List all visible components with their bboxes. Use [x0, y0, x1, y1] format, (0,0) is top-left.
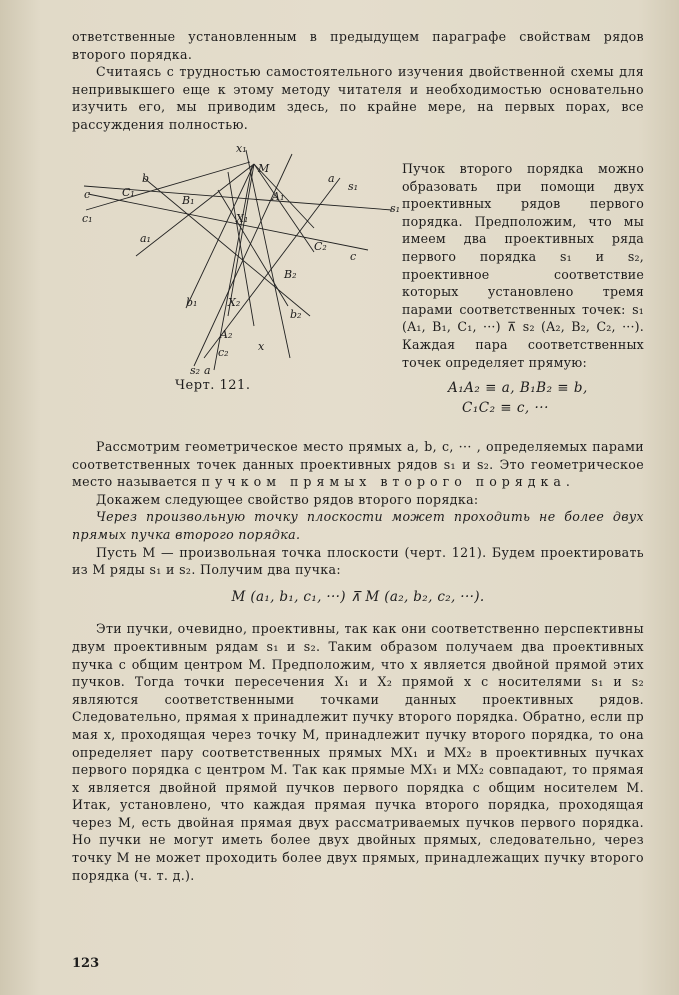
figure-121-diagram	[78, 138, 402, 378]
label-x: x	[258, 340, 265, 353]
label-C1: C₁	[122, 186, 135, 199]
label-c: c	[84, 188, 91, 201]
intro-text	[72, 28, 644, 134]
label-c1: c₁	[82, 212, 93, 225]
definition-term: пучком прямых второго порядка.	[201, 474, 575, 490]
label-s2: s₂	[190, 364, 201, 377]
intro-paragraph-2: Считаясь с трудностью самостоятельного изучения двойственной схемы для непривыкшего еще к этому методу читателя и необходимостью основательно изучить его, мы приводим здесь, по крайне мере, на первых порах, все рассуждения полностью.	[72, 64, 644, 132]
line-extra-1	[186, 164, 254, 308]
label-B2: B₂	[284, 268, 297, 281]
label-s1-upper: s₁	[348, 180, 359, 193]
label-a: a	[328, 172, 335, 185]
definition-paragraph	[72, 438, 644, 491]
figure-caption: Черт. 121.	[175, 378, 251, 393]
line-x	[228, 164, 254, 316]
label-b: b	[142, 172, 150, 185]
label-b2: b₂	[290, 308, 302, 321]
line-b1-ray	[254, 164, 314, 252]
intro-line-1: ответственные установленным в предыдущем параграфе свойствам рядов второго порядка.	[72, 29, 644, 62]
side-formula-2: C₁C₂ ≡ c, ···	[462, 400, 549, 416]
line-x1	[246, 150, 290, 358]
let-paragraph: Пусть M — произвольная точка плоскости (черт. 121). Будем проектировать из M ряды s₁ и s₂. Получим два пучка:	[72, 544, 644, 578]
label-x1: x₁	[236, 142, 247, 155]
label-X2: X₂	[228, 296, 241, 309]
side-formula-1: A₁A₂ ≡ a, B₁B₂ ≡ b,	[448, 380, 588, 396]
main-text	[72, 438, 644, 884]
label-A2: A₂	[220, 328, 233, 341]
label-b1: b₁	[186, 296, 198, 309]
prove-paragraph: Докажем следующее свойство рядов второго порядка:	[96, 491, 479, 507]
proof-paragraph: Эти пучки, очевидно, проективны, так как они соответственно перспективны двум проективным рядам s₁ и s₂. Таким образом получаем два проективных пучка с общим центром M. Предположим, что x является двойной прямой этих пучков. Тогда точки пересечения X₁ и X₂ прямой x с носителями s₁ и s₂ являются соответственными точками данных проективных рядов. Следовательно, прямая x принадлежит пучку второго порядка. Обратно, если пр мая x, проходящая через точку M, принадлежит пучку второго порядка, то она определяет пару соответственных прямых MX₁ и MX₂ в проективных пучках первого порядка с центром M. Так как прямые MX₁ и MX₂ совпадают, то прямая x является двойной прямой пучков первого порядка с общим носителем M. Итак, установлено, что каждая прямая пучка второго порядка, проходящая через M, есть двойная прямая двух рассматриваемых пучков первого порядка. Но пучки не могут иметь более двух двойных прямых, следовательно, через точку M не может проходить более двух прямых, принадлежащих пучку второго порядка (ч. т. д.).	[72, 621, 644, 883]
label-a1: a₁	[140, 232, 151, 245]
label-c-right: c	[350, 250, 357, 263]
page-number: 123	[72, 956, 100, 971]
theorem-statement: Через произвольную точку плоскости может проходить не более двух прямых пучка второго порядка.	[72, 509, 644, 542]
side-text: Пучок второго порядка можно образовать при помощи двух проективных рядов первого порядка. Предположим, что мы имеем два проективных ряда первого порядка s₁ и s₂, проективное соответствие которых установлено тремя парами соответственных точек: s₁ (A₁, B₁, C₁, ···) ⊼ s₂ (A₂, B₂, C₂, ···). Каждая пара соответственных точек определяет прямую:	[402, 161, 644, 370]
label-C2: C₂	[314, 240, 327, 253]
label-s1: s₁	[390, 202, 401, 215]
label-a-low: a	[204, 364, 211, 377]
label-c2: c₂	[218, 346, 229, 359]
label-B1: B₁	[182, 194, 195, 207]
main-formula: M (a₁, b₁, c₁, ···) ⊼ M (a₂, b₂, c₂, ···).	[231, 588, 485, 605]
label-X1: X₁	[236, 212, 249, 225]
label-M: M	[258, 162, 270, 175]
label-A1: A₁	[272, 190, 285, 203]
definition-text: Рассмотрим геометрическое место прямых a, b, c, ··· , определяемых парами соответственных точек данных проективных рядов s₁ и s₂. Это геометрическое место называется	[72, 439, 644, 490]
